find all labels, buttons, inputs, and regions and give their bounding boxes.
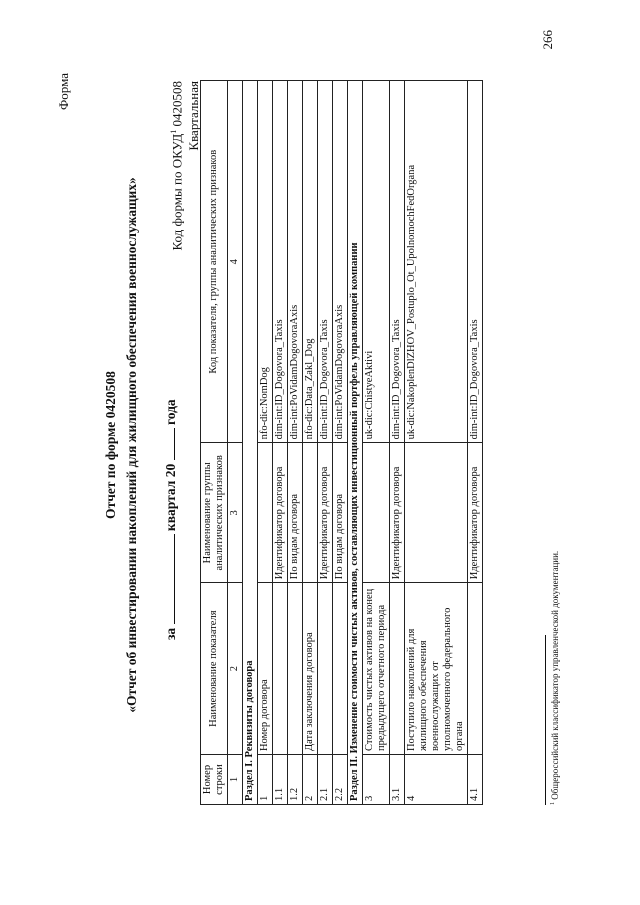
table-row bbox=[390, 81, 405, 805]
row-code: dim-int:ID_Dogovora_Taxis bbox=[318, 81, 333, 443]
row-number: 2.1 bbox=[318, 755, 333, 805]
okud-code-line bbox=[165, 81, 185, 285]
period-prefix: за bbox=[163, 627, 178, 640]
table-row bbox=[468, 81, 483, 805]
row-number: 3.1 bbox=[390, 755, 405, 805]
okud-periodicity: Квартальная bbox=[186, 81, 202, 151]
row-group-name: По видам договора bbox=[288, 443, 303, 583]
period-quarter-blank bbox=[162, 534, 175, 624]
col-number-2: 2 bbox=[228, 583, 243, 755]
row-number: 2 bbox=[303, 755, 318, 805]
row-indicator-name bbox=[333, 583, 348, 755]
row-code: dim-int:PoVidamDogovoraAxis bbox=[333, 81, 348, 443]
okud-label: Код формы по ОКУД bbox=[169, 133, 185, 251]
row-code: dim-int:ID_Dogovora_Taxis bbox=[390, 81, 405, 443]
table-row bbox=[318, 81, 333, 805]
row-code: dim-int:PoVidamDogovoraAxis bbox=[288, 81, 303, 443]
row-code: dim-int:ID_Dogovora_Taxis bbox=[468, 81, 483, 443]
header-indicator-name: Наименование показателя bbox=[201, 583, 228, 755]
table-row bbox=[405, 81, 468, 805]
header-group-name: Наименование группы аналитических признаков bbox=[201, 443, 228, 583]
okud-footnote-mark: 1 bbox=[169, 129, 178, 134]
header-code: Код показателя, группы аналитических признаков bbox=[201, 81, 228, 443]
okud-block bbox=[165, 81, 202, 285]
report-title-line1: Отчет по форме 0420508 bbox=[103, 371, 118, 519]
row-indicator-name: Стоимость чистых активов на конец предыдущего отчетного периода bbox=[363, 583, 390, 755]
row-number: 4 bbox=[405, 755, 468, 805]
row-indicator-name bbox=[468, 583, 483, 755]
section-row bbox=[348, 81, 363, 805]
page-number: 266 bbox=[540, 30, 555, 50]
okud-code: 0420508 bbox=[169, 81, 185, 127]
form-label: Форма bbox=[56, 73, 71, 110]
row-group-name: Идентификатор договора bbox=[390, 443, 405, 583]
table-row bbox=[303, 81, 318, 805]
footnote-text: Общероссийский классификатор управленческой документации. bbox=[550, 550, 560, 800]
row-indicator-name: Номер договора bbox=[258, 583, 273, 755]
row-code: dim-int:ID_Dogovora_Taxis bbox=[273, 81, 288, 443]
col-number-3: 3 bbox=[228, 443, 243, 583]
row-number: 3 bbox=[363, 755, 390, 805]
period-year-blank bbox=[162, 428, 175, 460]
table-row bbox=[363, 81, 390, 805]
row-indicator-name bbox=[273, 583, 288, 755]
footnote-separator bbox=[545, 635, 546, 805]
row-code: uk-dic:NakoplenDlZHOV_Postuplo_Ot_UpolnomochFedOrgana bbox=[405, 81, 468, 443]
row-group-name bbox=[303, 443, 318, 583]
header-row-number: Номер строки bbox=[201, 755, 228, 805]
table-header-row bbox=[201, 81, 228, 805]
section-title: Раздел II. Изменение стоимости чистых активов, составляющих инвестиционный портфель управляющей компании bbox=[348, 81, 363, 805]
row-indicator-name: Дата заключения договора bbox=[303, 583, 318, 755]
footnote-mark: 1 bbox=[550, 802, 556, 805]
row-code: uk-dic:ChistyeAktivi bbox=[363, 81, 390, 443]
col-number-1: 1 bbox=[228, 755, 243, 805]
row-group-name bbox=[258, 443, 273, 583]
row-number: 1.2 bbox=[288, 755, 303, 805]
table-column-numbers-row bbox=[228, 81, 243, 805]
report-title-line2: «Отчет об инвестировании накоплений для жилищного обеспечения военнослужащих» bbox=[124, 177, 139, 713]
row-indicator-name bbox=[288, 583, 303, 755]
report-table bbox=[200, 80, 483, 805]
section-row bbox=[243, 81, 258, 805]
row-group-name: Идентификатор договора bbox=[318, 443, 333, 583]
row-group-name: По видам договора bbox=[333, 443, 348, 583]
table-row bbox=[288, 81, 303, 805]
report-title bbox=[100, 125, 142, 765]
row-code: nfo-dic:NomDog bbox=[258, 81, 273, 443]
table-row bbox=[333, 81, 348, 805]
row-group-name bbox=[405, 443, 468, 583]
row-indicator-name: Поступило накоплений для жилищного обеспечения военнослужащих от уполномоченного федерального органа bbox=[405, 583, 468, 755]
row-number: 2.2 bbox=[333, 755, 348, 805]
period-suffix: года bbox=[163, 399, 178, 426]
row-group-name: Идентификатор договора bbox=[273, 443, 288, 583]
row-indicator-name bbox=[318, 583, 333, 755]
row-number: 4.1 bbox=[468, 755, 483, 805]
row-code: nfo-dic:Data_Zakl_Dog bbox=[303, 81, 318, 443]
row-group-name bbox=[363, 443, 390, 583]
col-number-4: 4 bbox=[228, 81, 243, 443]
row-number: 1 bbox=[258, 755, 273, 805]
period-middle: квартал 20 bbox=[163, 463, 178, 532]
footnote bbox=[550, 551, 560, 805]
row-group-name: Идентификатор договора bbox=[468, 443, 483, 583]
table-row bbox=[273, 81, 288, 805]
row-indicator-name bbox=[390, 583, 405, 755]
table-row bbox=[258, 81, 273, 805]
section-title: Раздел I. Реквизиты договора bbox=[243, 81, 258, 805]
row-number: 1.1 bbox=[273, 755, 288, 805]
